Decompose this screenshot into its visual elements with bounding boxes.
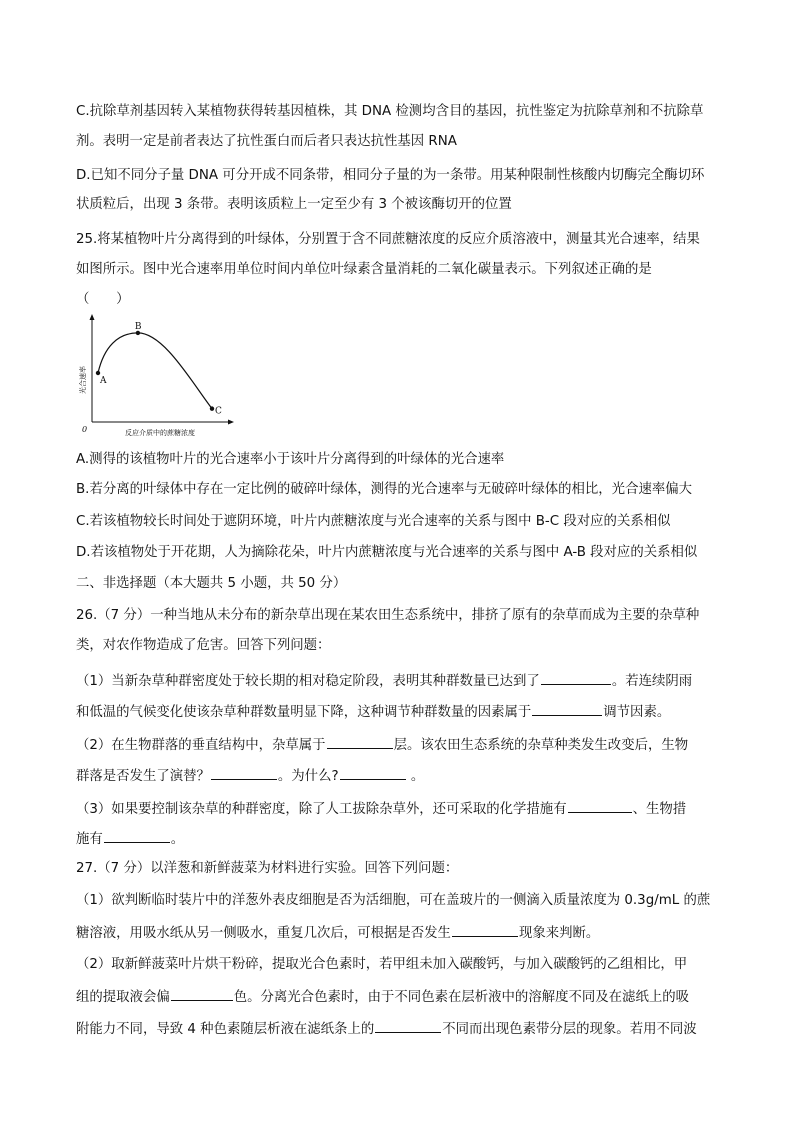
text-segment: 。若连续阴雨: [611, 674, 693, 689]
answer-blank[interactable]: [211, 765, 277, 780]
text-segment: 糖溶液，用吸水纸从另一侧吸水，重复几次后，可根据是否发生: [76, 926, 451, 941]
option-c-25: C.若该植物较长时间处于遮阴环境，叶片内蔗糖浓度与光合速率的关系与图中 B-C 段对应的关系相似: [76, 514, 671, 529]
photosynthesis-chart: [76, 312, 236, 442]
point-b-label: B: [134, 321, 142, 332]
point-a-label: A: [100, 376, 107, 386]
question-27-part-2-line-3: [76, 1018, 736, 1040]
question-26-part-3-line-1: [76, 798, 736, 820]
question-26-part-3-line-2: [76, 828, 736, 850]
text-segment: 组的提取液会偏: [76, 990, 170, 1005]
question-27-part-2-line-2: [76, 986, 736, 1008]
text-segment: 。: [406, 769, 425, 784]
point-a: [96, 371, 100, 375]
x-axis-arrow: [228, 420, 234, 425]
text-segment: 不同而出现色素带分层的现象。若用不同波: [442, 1022, 697, 1037]
question-26-line-2: 类，对农作物造成了危害。回答下列问题：: [76, 638, 331, 653]
question-27-line-1: 27.（7 分）以洋葱和新鲜菠菜为材料进行实验。回答下列问题：: [76, 861, 459, 876]
option-a-25: A.测得的该植物叶片的光合速率小于该叶片分离得到的叶绿体的光合速率: [76, 452, 505, 467]
question-26-part-1-line-1: [76, 670, 736, 692]
text-segment: 和低温的气候变化使该杂草种群数量明显下降，这种调节种群数量的因素属于: [76, 705, 532, 720]
question-26-line-1: 26.（7 分）一种当地从未分布的新杂草出现在某农田生态系统中，排挤了原有的杂草而成为主要的杂草种: [76, 608, 700, 623]
option-b-25: B.若分离的叶绿体中存在一定比例的破碎叶绿体，测得的光合速率与无破碎叶绿体的相比，光合速率偏大: [76, 482, 693, 497]
question-26-part-1-line-2: [76, 701, 736, 723]
text-segment: （2）在生物群落的垂直结构中，杂草属于: [76, 738, 326, 753]
question-26-part-2-line-1: [76, 734, 736, 756]
question-27-part-1-line-1: （1）欲判断临时装片中的洋葱外表皮细胞是否为活细胞，可在盖玻片的一侧滴入质量浓度为 0.3g/mL 的蔗: [76, 893, 711, 908]
text-segment: 群落是否发生了演替？: [76, 769, 210, 784]
answer-blank[interactable]: [452, 922, 518, 937]
text-segment: （1）当新杂草种群密度处于较长期的相对稳定阶段，表明其种群数量已达到了: [76, 674, 540, 689]
y-axis-label: 光合速率: [79, 366, 87, 394]
question-26-part-2-line-2: [76, 765, 736, 787]
text-segment: 、生物措: [632, 802, 687, 817]
answer-blank[interactable]: [171, 986, 233, 1001]
point-c: [210, 406, 214, 410]
question-27-part-2-line-1: （2）取新鲜菠菜叶片烘干粉碎，提取光合色素时，若甲组未加入碳酸钙，与加入碳酸钙的乙组相比，甲: [76, 957, 688, 972]
text-segment: 。为什么?: [277, 769, 339, 784]
question-25-answer-bracket: （ ）: [76, 292, 130, 307]
y-axis-arrow: [90, 314, 95, 320]
text-segment: 色。分离光合色素时，由于不同色素在层析液中的溶解度不同及在滤纸上的吸: [233, 990, 690, 1005]
text-segment: （3）如果要控制该杂草的种群密度，除了人工拔除杂草外，还可采取的化学措施有: [76, 802, 567, 817]
origin-label: 0: [82, 425, 88, 434]
option-d-25: D.若该植物处于开花期，人为摘除花朵，叶片内蔗糖浓度与光合速率的关系与图中 A-B 段对应的关系相似: [76, 545, 698, 560]
answer-blank[interactable]: [327, 734, 393, 749]
answer-blank[interactable]: [532, 701, 602, 716]
answer-blank[interactable]: [568, 798, 632, 813]
answer-blank[interactable]: [104, 828, 170, 843]
text-segment: 。: [170, 832, 185, 847]
text-segment: 施有: [76, 832, 103, 847]
point-c-label: C: [215, 406, 222, 417]
text-segment: 现象来判断。: [518, 926, 600, 941]
text-segment: 调节因素。: [603, 705, 671, 720]
text-segment: 附能力不同，导致 4 种色素随层析液在滤纸条上的: [76, 1022, 375, 1037]
answer-blank[interactable]: [541, 670, 611, 685]
answer-blank[interactable]: [375, 1018, 441, 1033]
text-segment: 层。该农田生态系统的杂草种类发生改变后，生物: [393, 738, 689, 753]
x-axis-label: 反应介质中的蔗糖浓度: [125, 429, 195, 437]
section-2-heading: 二、非选择题（本大题共 5 小题，共 50 分）: [76, 576, 347, 591]
question-25-line-1: 25.将某植物叶片分离得到的叶绿体，分别置于含不同蔗糖浓度的反应介质溶液中，测量其光合速率，结果: [76, 232, 700, 247]
question-27-part-1-line-2: [76, 922, 736, 944]
answer-blank[interactable]: [340, 765, 406, 780]
question-25-line-2: 如图所示。图中光合速率用单位时间内单位叶绿素含量消耗的二氧化碳量表示。下列叙述正确的是: [76, 262, 652, 277]
option-d-line-1: D.已知不同分子量 DNA 可分开成不同条带，相同分子量的为一条带。用某种限制性核酸内切酶完全酶切环: [76, 168, 705, 183]
option-d-line-2: 状质粒后，出现 3 条带。表明该质粒上一定至少有 3 个被该酶切开的位置: [76, 197, 512, 212]
option-c-line-1: C.抗除草剂基因转入某植物获得转基因植株，其 DNA 检测均含目的基因，抗性鉴定为抗除草剂和不抗除草: [76, 104, 704, 119]
option-c-line-2: 剂。表明一定是前者表达了抗性蛋白而后者只表达抗性基因 RNA: [76, 134, 457, 149]
rate-curve: [98, 333, 212, 409]
